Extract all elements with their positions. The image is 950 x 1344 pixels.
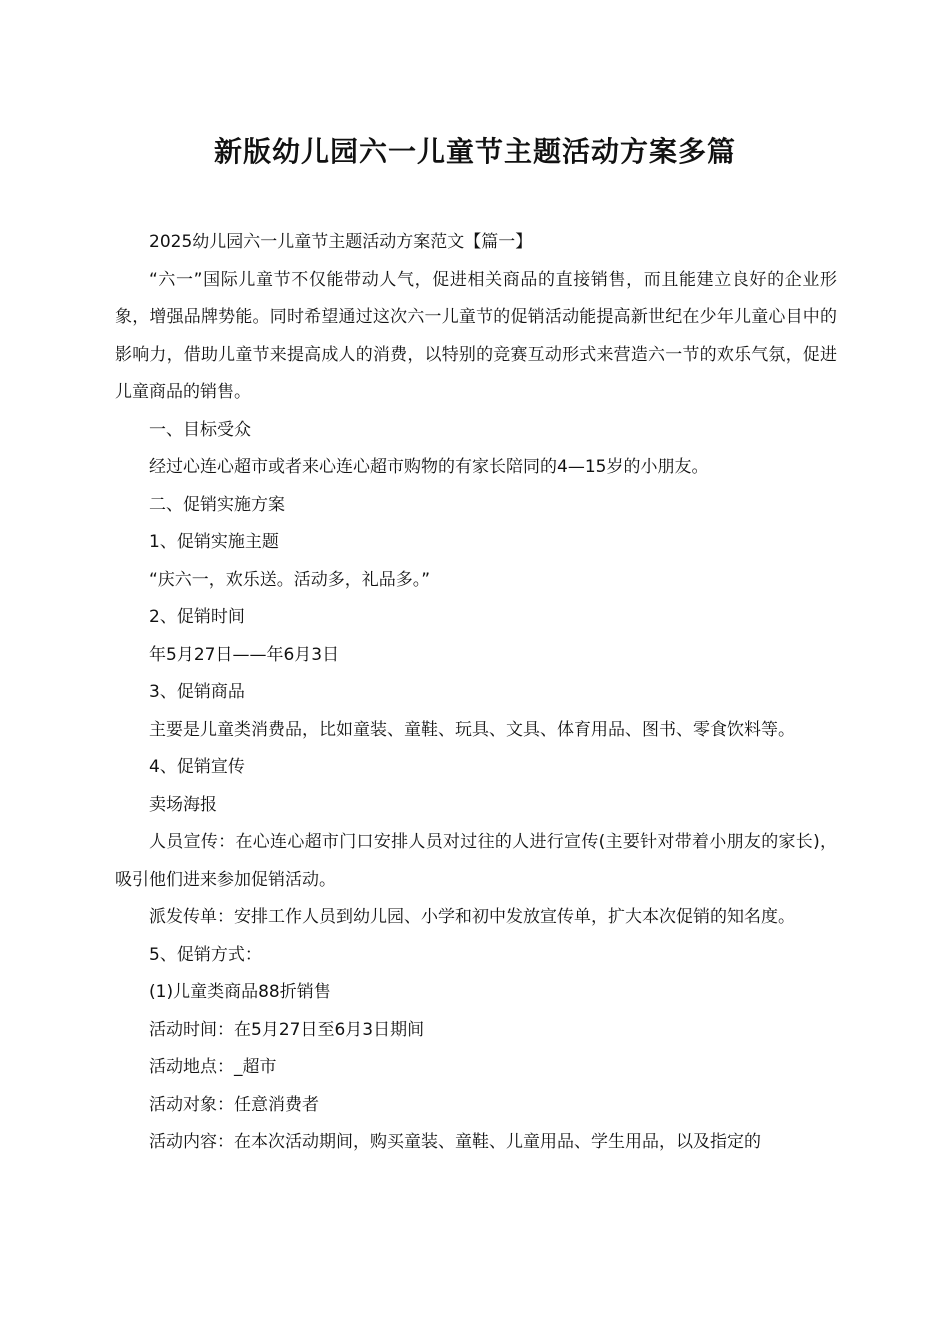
subsection-time: 2、促销时间 xyxy=(149,607,245,627)
section-target-audience: 一、目标受众 xyxy=(149,419,251,440)
paragraph-activity-location: 活动地点：_超市 xyxy=(149,1057,277,1077)
paragraph-heading: 2025幼儿园六一儿童节主题活动方案范文【篇一】 xyxy=(149,232,533,252)
paragraph-flyers: 派发传单：安排工作人员到幼儿园、小学和初中发放宣传单，扩大本次促销的知名度。 xyxy=(149,907,795,927)
paragraph-activity-audience: 活动对象：任意消费者 xyxy=(149,1094,319,1115)
paragraph-products: 主要是儿童类消费品，比如童装、童鞋、玩具、文具、体育用品、图书、零食饮料等。 xyxy=(149,719,795,740)
paragraph-staff-publicity: 人员宣传：在心连心超市门口安排人员对过往的人进行宣传(主要针对带着小朋友的家长)，吸引他们进来参加促销活动。 xyxy=(115,832,837,890)
subsection-methods: 5、促销方式： xyxy=(149,944,262,965)
document-body xyxy=(115,224,837,1162)
paragraph-time: 年5月27日——年6月3日 xyxy=(149,644,340,665)
subsection-products: 3、促销商品 xyxy=(149,682,245,702)
subsection-publicity: 4、促销宣传 xyxy=(149,757,245,777)
document-title: 新版幼儿园六一儿童节主题活动方案多篇 xyxy=(213,135,736,168)
paragraph-activity-time: 活动时间：在5月27日至6月3日期间 xyxy=(149,1019,425,1040)
paragraph-target-audience: 经过心连心超市或者来心连心超市购物的有家长陪同的4—15岁的小朋友。 xyxy=(149,457,709,477)
paragraph-theme: “庆六一，欢乐送。活动多，礼品多。” xyxy=(149,569,431,590)
paragraph-posters: 卖场海报 xyxy=(149,794,217,815)
paragraph-intro: “六一”国际儿童节不仅能带动人气，促进相关商品的直接销售，而且能建立良好的企业形象，增强品牌势能。同时希望通过这次六一儿童节的促销活动能提高新世纪在少年儿童心目中的影响力，借助儿童节来提高成人的消费，以特别的竞赛互动形式来营造六一节的欢乐气氛，促进儿童商品的销售。 xyxy=(115,269,837,402)
subsection-theme: 1、促销实施主题 xyxy=(149,532,279,552)
paragraph-discount: (1)儿童类商品88折销售 xyxy=(149,982,331,1002)
section-promotion-plan: 二、促销实施方案 xyxy=(149,494,285,515)
paragraph-activity-content: 活动内容：在本次活动期间，购买童装、童鞋、儿童用品、学生用品，以及指定的 xyxy=(149,1132,761,1152)
